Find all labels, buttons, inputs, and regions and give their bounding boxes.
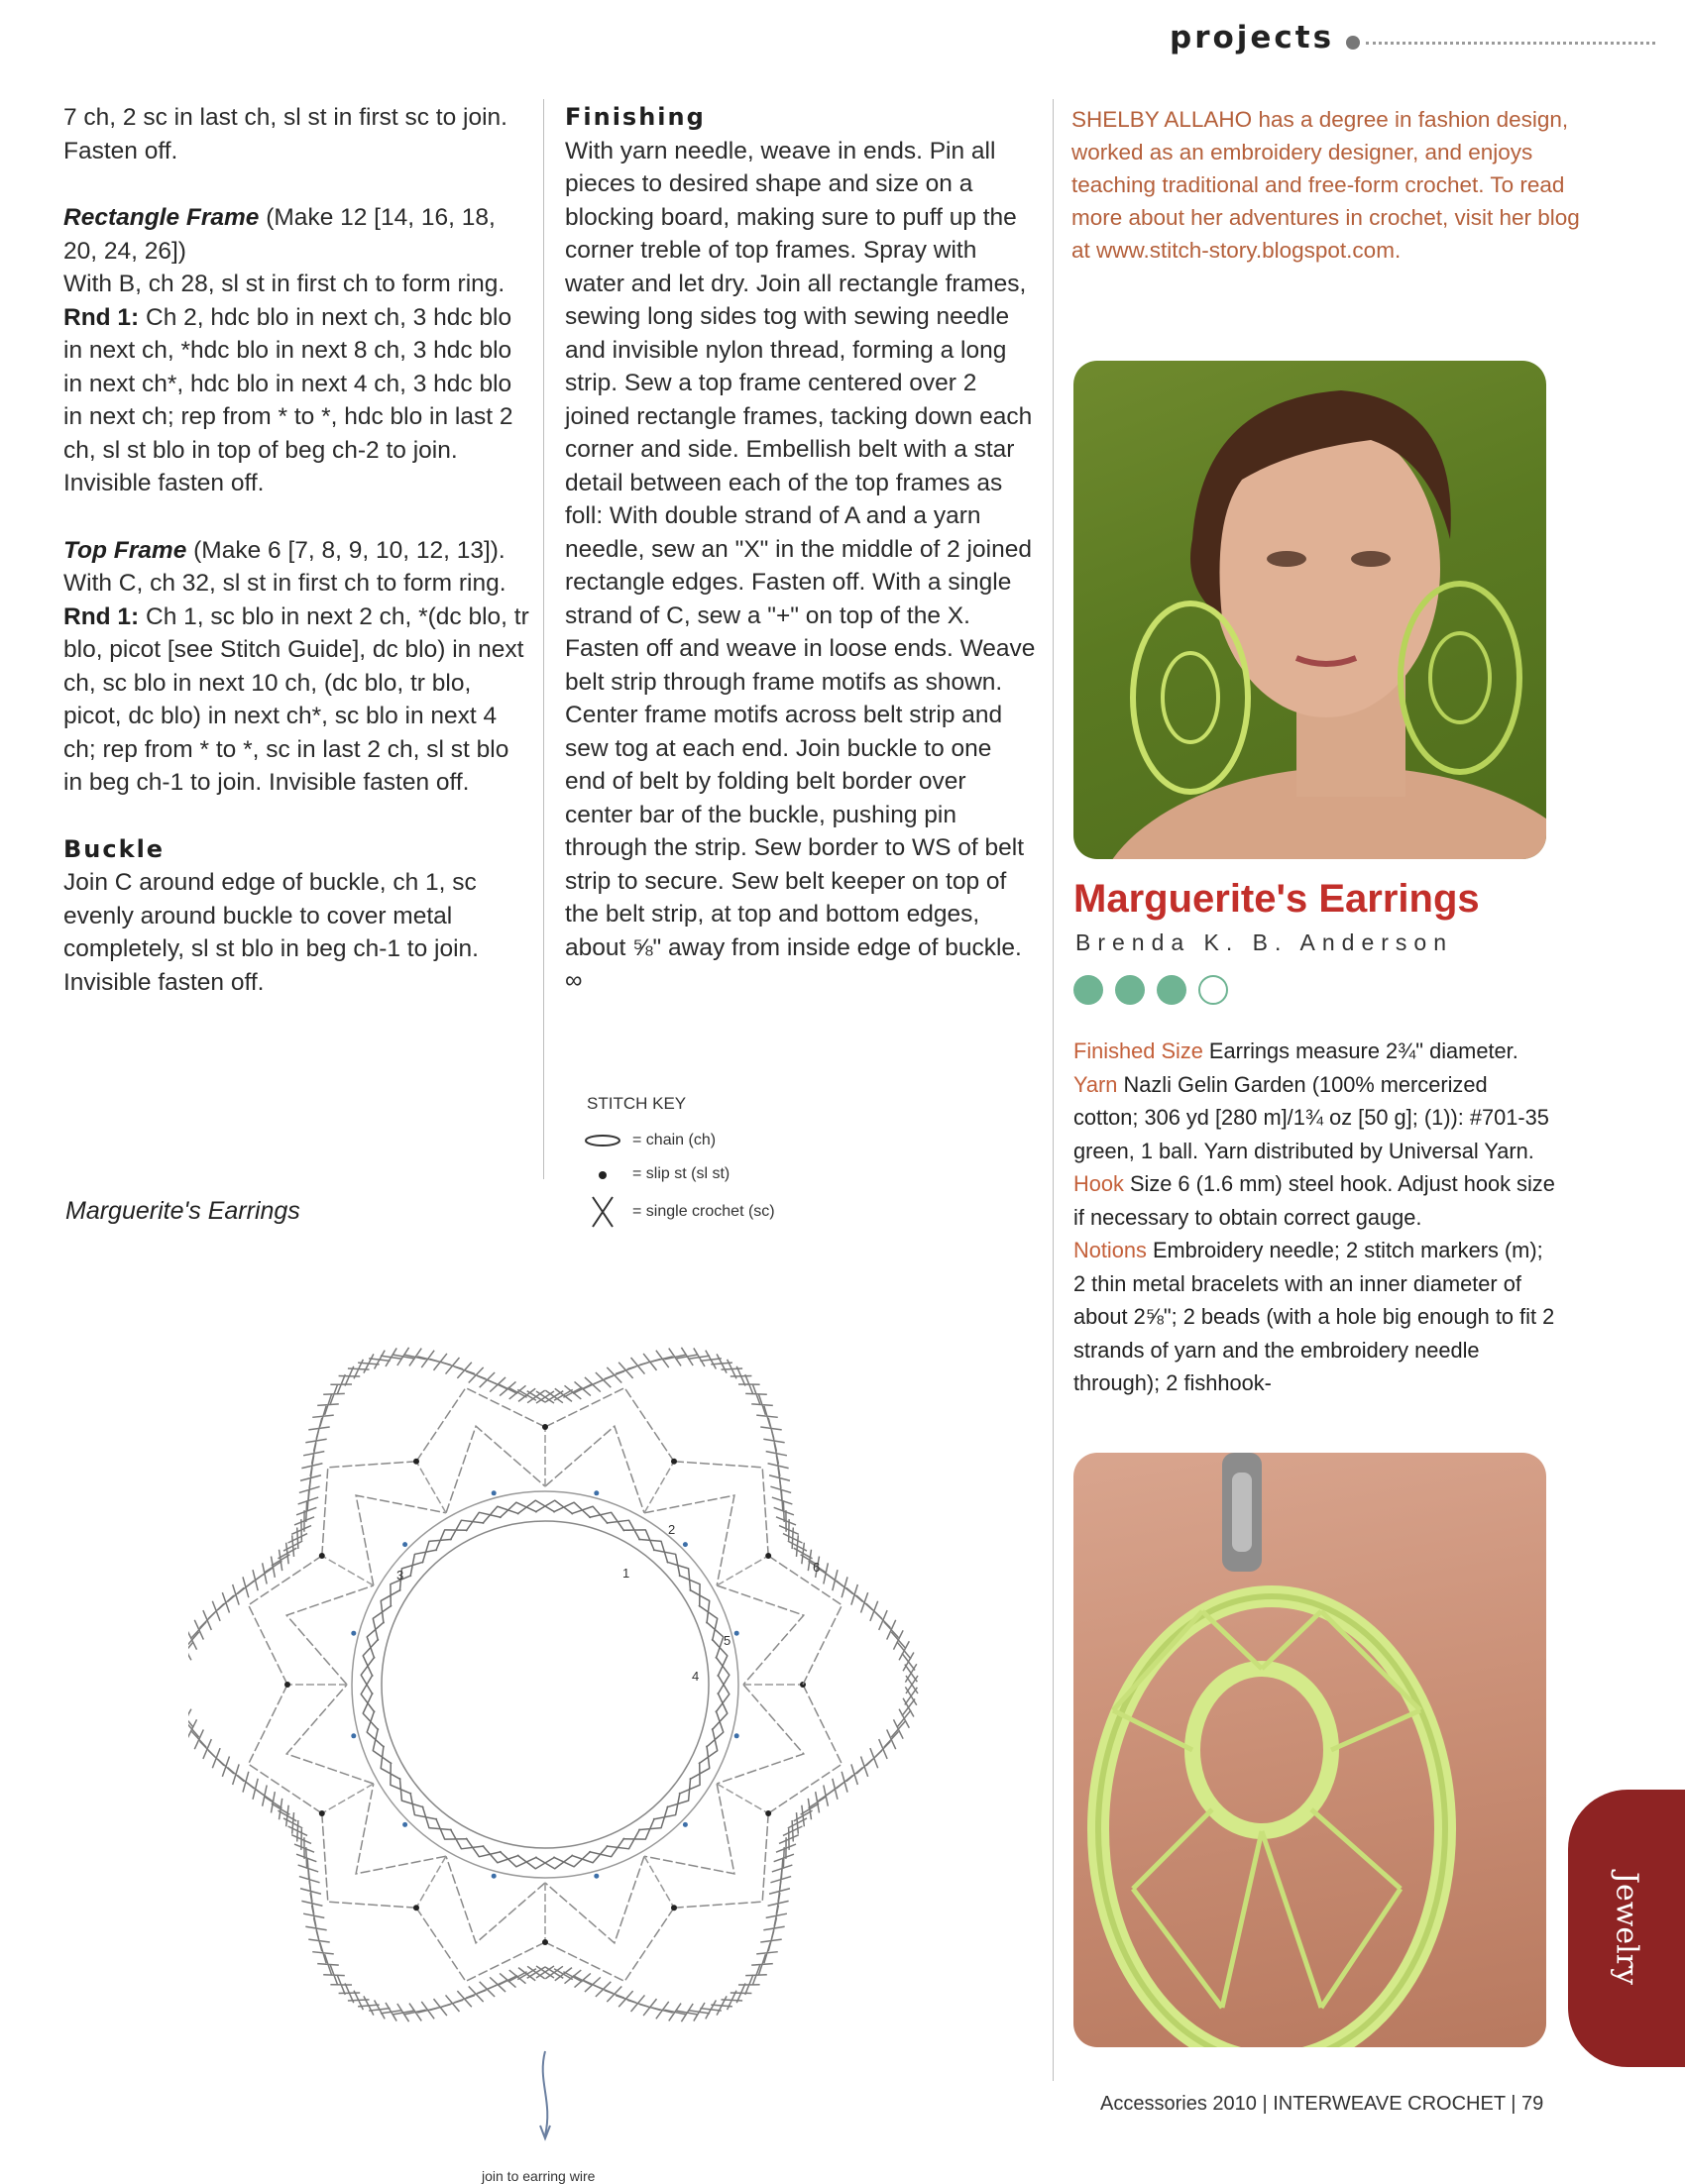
spec-notions: Notions Embroidery needle; 2 stitch markers (m); 2 thin metal bracelets with an inner diameter of about 2⅝"; 2 beads (with a hole big enough to fit 2 strands of yarn and the embroidery needle through); 2 fishhook- xyxy=(1073,1238,1555,1395)
pattern-column-1 xyxy=(63,101,529,999)
single-crochet-symbol-icon xyxy=(587,1193,618,1231)
skill-level-dot xyxy=(1073,975,1103,1005)
category-tab xyxy=(1568,1790,1685,2067)
slip-stitch-symbol-icon xyxy=(597,1169,609,1181)
page-footer xyxy=(1100,2093,1543,2116)
top-frame-setup: With C, ch 32, sl st in first ch to form ring. xyxy=(63,570,506,597)
column-divider-2 xyxy=(1053,99,1054,2081)
round-marker-2: 2 xyxy=(668,1522,676,1537)
buckle-heading: Buckle xyxy=(63,834,166,863)
stitch-key-sc-label: = single crochet (sc) xyxy=(632,1203,775,1220)
top-frame-section xyxy=(63,534,529,800)
round-marker-1: 1 xyxy=(622,1566,630,1581)
category-tab-label: Jewelry xyxy=(1609,1871,1644,1986)
round-marker-3: 3 xyxy=(396,1568,404,1583)
rectangle-frame-make: (Make 12 [14, 16, 18, 20, 24, 26]) xyxy=(63,204,496,265)
rectangle-frame-setup: With B, ch 28, sl st in first ch to form ring. xyxy=(63,271,506,297)
stitch-key xyxy=(583,1094,801,1243)
rectangle-frame-heading: Rectangle Frame xyxy=(63,204,260,231)
stitch-key-title: STITCH KEY xyxy=(587,1094,687,1113)
header-dotted-rule xyxy=(1366,42,1655,45)
rectangle-frame-section xyxy=(63,201,529,500)
buckle-text: Join C around edge of buckle, ch 1, sc evenly around buckle to cover metal completely, sl st blo in beg ch-1 to join. Invisible fasten off. xyxy=(63,869,479,996)
skill-level-dot xyxy=(1157,975,1186,1005)
designer-bio: SHELBY ALLAHO has a degree in fashion design, worked as an embroidery designer, and enjoys teaching traditional and free-form crochet. To read more about her adventures in crochet, visit her blog at www.stitch-story.blogspot.com. xyxy=(1071,107,1580,263)
designer-name: Brenda K. B. Anderson xyxy=(1075,929,1453,955)
top-rnd-label: Rnd 1: xyxy=(63,602,140,630)
finishing-text: With yarn needle, weave in ends. Pin all pieces to desired shape and size on a blocking board, making sure to puff up the corner treble of top frames. Spray with water and let dry. Join all rectangle frames, sewing long sides tog with sewing needle and invisible nylon thread, forming a long strip. Sew a top frame centered over 2 joined rectangle frames, tacking down each corner and side. Embellish belt with a star detail between each of the top frames as foll: With double strand of A and a yarn needle, sew an "X" in the middle of 2 joined rectangle edges. Fasten off. With a single strand of C, sew a "+" on top of the X. Fasten off and weave in loose ends. Weave belt strip through frame motifs as shown. Center frame motifs across belt strip and sew tog at each end. Join buckle to one end of belt by folding belt border over center bar of the buckle, pushing pin through the strip. Sew border to WS of belt strip to secure. Sew belt keeper on top of the belt strip, at top and bottom edges, about ⅝" away from inside edge of buckle. xyxy=(565,137,1036,961)
column-divider-1 xyxy=(543,99,544,1179)
footer-magazine: INTERWEAVE CROCHET xyxy=(1273,2093,1506,2115)
footer-issue: Accessories 2010 xyxy=(1100,2093,1257,2115)
spec-hook: Hook Size 6 (1.6 mm) steel hook. Adjust hook size if necessary to obtain correct gauge. xyxy=(1073,1171,1555,1230)
round-marker-5: 5 xyxy=(724,1633,731,1648)
top-frame-make: (Make 6 [7, 8, 9, 10, 12, 13]). xyxy=(186,536,506,564)
earring-crochet-diagram xyxy=(188,1249,981,2150)
top-rnd-text: Ch 1, sc blo in next 2 ch, *(dc blo, tr blo, picot [see Stitch Guide], dc blo) in next ch, sc blo in next 10 ch, (dc blo, tr blo, picot, dc blo) in next ch*, sc blo in next 4 ch; rep from * to *, sc in last 2 ch, sl st blo in beg ch-1 to join. Invisible fasten off. xyxy=(63,602,529,796)
header-bullet xyxy=(1346,36,1360,50)
footer-separator: | xyxy=(1511,2093,1516,2115)
end-mark: ∞ xyxy=(565,967,583,994)
pattern-column-2 xyxy=(565,101,1039,998)
section-header xyxy=(1170,20,1655,67)
chain-symbol-icon xyxy=(583,1134,622,1147)
rectangle-rnd-text: Ch 2, hdc blo in next ch, 3 hdc blo in next ch, *hdc blo in next 8 ch, 3 hdc blo in next ch*, hdc blo in next 4 ch, 3 hdc blo in next ch; rep from * to *, hdc blo in last 2 ch, sl st blo in top of beg ch-2 to join. Invisible fasten off. xyxy=(63,303,513,496)
skill-level-dot xyxy=(1198,975,1228,1005)
stitch-key-sc xyxy=(583,1199,801,1227)
earring-closeup-photo xyxy=(1073,1453,1546,2047)
spec-yarn: Yarn Nazli Gelin Garden (100% mercerized cotton; 306 yd [280 m]/1¾ oz [50 g]; (1)): #701-35 green, 1 ball. Yarn distributed by Universal Yarn. xyxy=(1073,1071,1549,1163)
stitch-key-slip-label: = slip st (sl st) xyxy=(632,1165,730,1182)
section-label: projects xyxy=(1170,20,1335,55)
footer-separator: | xyxy=(1262,2093,1268,2115)
spec-finished-size: Finished Size Earrings measure 2¾" diameter. xyxy=(1073,1038,1518,1063)
footer-page-number: 79 xyxy=(1521,2093,1544,2115)
round-marker-4: 4 xyxy=(692,1669,700,1684)
round-marker-6: 6 xyxy=(813,1560,821,1575)
stitch-key-chain xyxy=(583,1128,801,1155)
diagram-caption: Marguerite's Earrings xyxy=(65,1197,300,1225)
finishing-heading: Finishing xyxy=(565,103,706,131)
buckle-section xyxy=(63,833,529,1000)
join-label: join to earring wire xyxy=(482,2168,596,2184)
skill-level-dot xyxy=(1115,975,1145,1005)
stitch-key-slip xyxy=(583,1161,801,1189)
rectangle-rnd-label: Rnd 1: xyxy=(63,303,140,331)
intro-text: 7 ch, 2 sc in last ch, sl st in first sc to join. Fasten off. xyxy=(63,104,507,164)
stitch-key-chain-label: = chain (ch) xyxy=(632,1132,717,1148)
pattern-specs xyxy=(1073,1035,1555,1400)
pattern-title: Marguerite's Earrings xyxy=(1073,877,1480,921)
top-frame-heading: Top Frame xyxy=(63,536,187,564)
model-photo xyxy=(1073,361,1546,859)
